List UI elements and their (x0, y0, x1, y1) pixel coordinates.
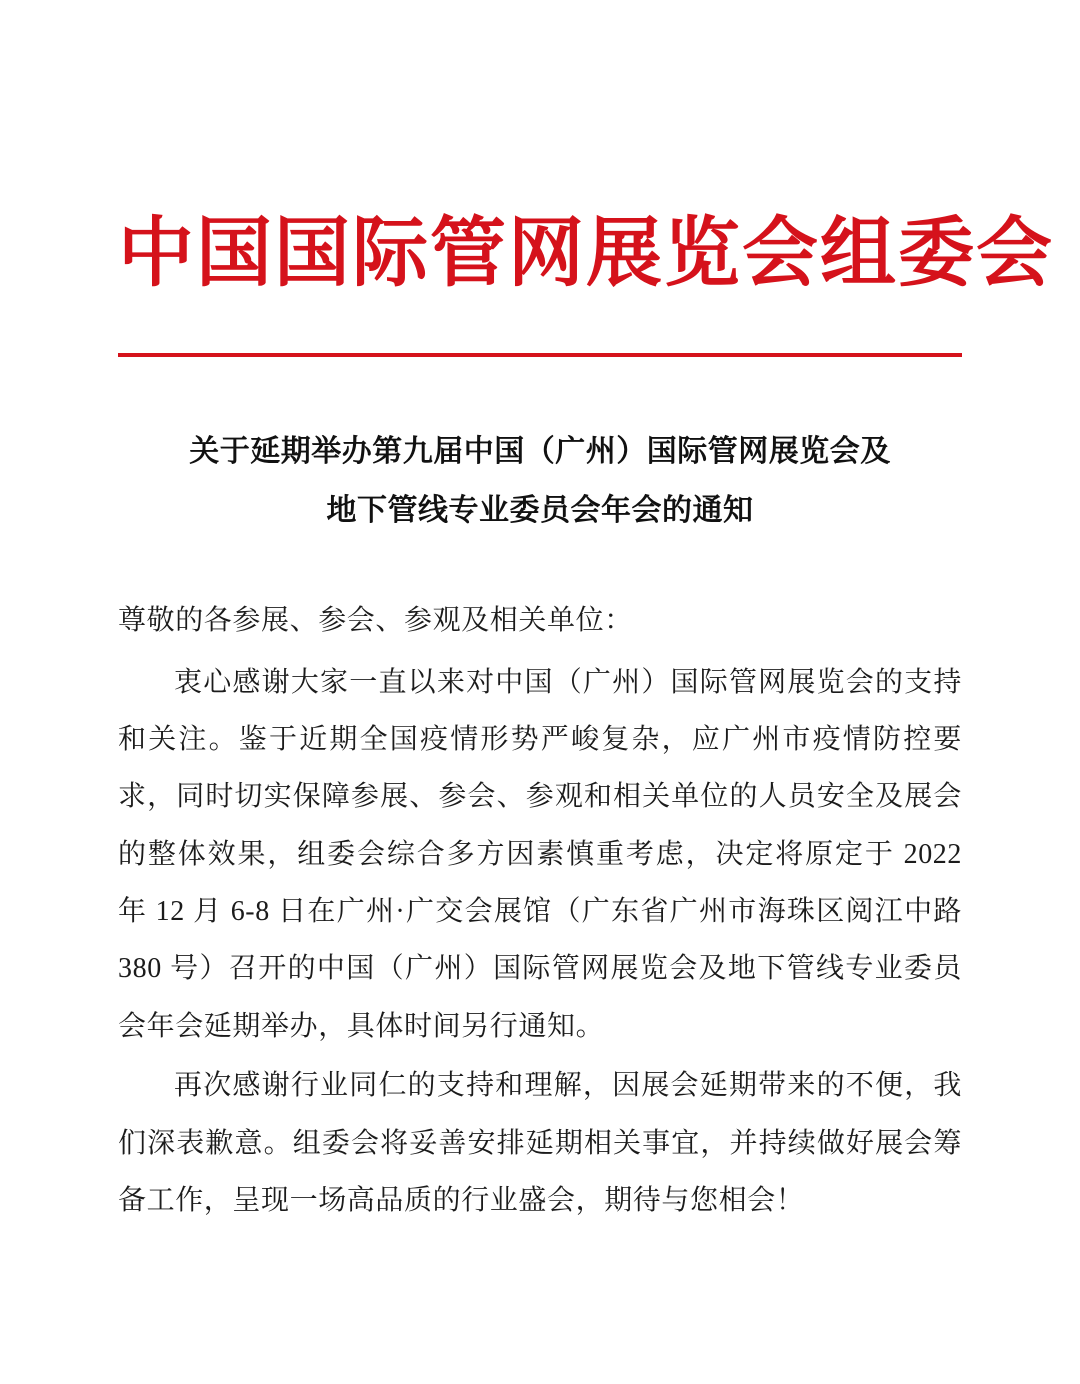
body-paragraph-2: 再次感谢行业同仁的支持和理解，因展会延期带来的不便，我们深表歉意。组委会将妥善安排延期相关事宜，并持续做好展会筹备工作，呈现一场高品质的行业盛会，期待与您相会！ (118, 1070, 962, 1217)
letterhead-divider (118, 353, 962, 357)
document-body (118, 592, 962, 1229)
letterhead-organization: 中国国际管网展览会组委会 (118, 212, 1054, 296)
page-title (118, 423, 962, 540)
salutation: 尊敬的各参展、参会、参观及相关单位： (118, 605, 633, 637)
body-paragraph-1: 衷心感谢大家一直以来对中国（广州）国际管网展览会的支持和关注。鉴于近期全国疫情形势严峻复杂，应广州市疫情防控要求，同时切实保障参展、参会、参观和相关单位的人员安全及展会的整体效果，组委会综合多方因素慎重考虑，决定将原定于 2022 年 12 月 6-8 日在广州·广交会展馆（广东省广州市海珠区阅江中路 380 号）召开的中国（广州）国际管网展览会及地下管线专业委员会年会延期举办，具体时间另行通知。 (118, 666, 962, 1042)
page-title-line-2: 地下管线专业委员会年会的通知 (326, 493, 754, 527)
page-title-line-1: 关于延期举办第九届中国（广州）国际管网展览会及 (189, 435, 891, 469)
letterhead (118, 0, 1054, 357)
